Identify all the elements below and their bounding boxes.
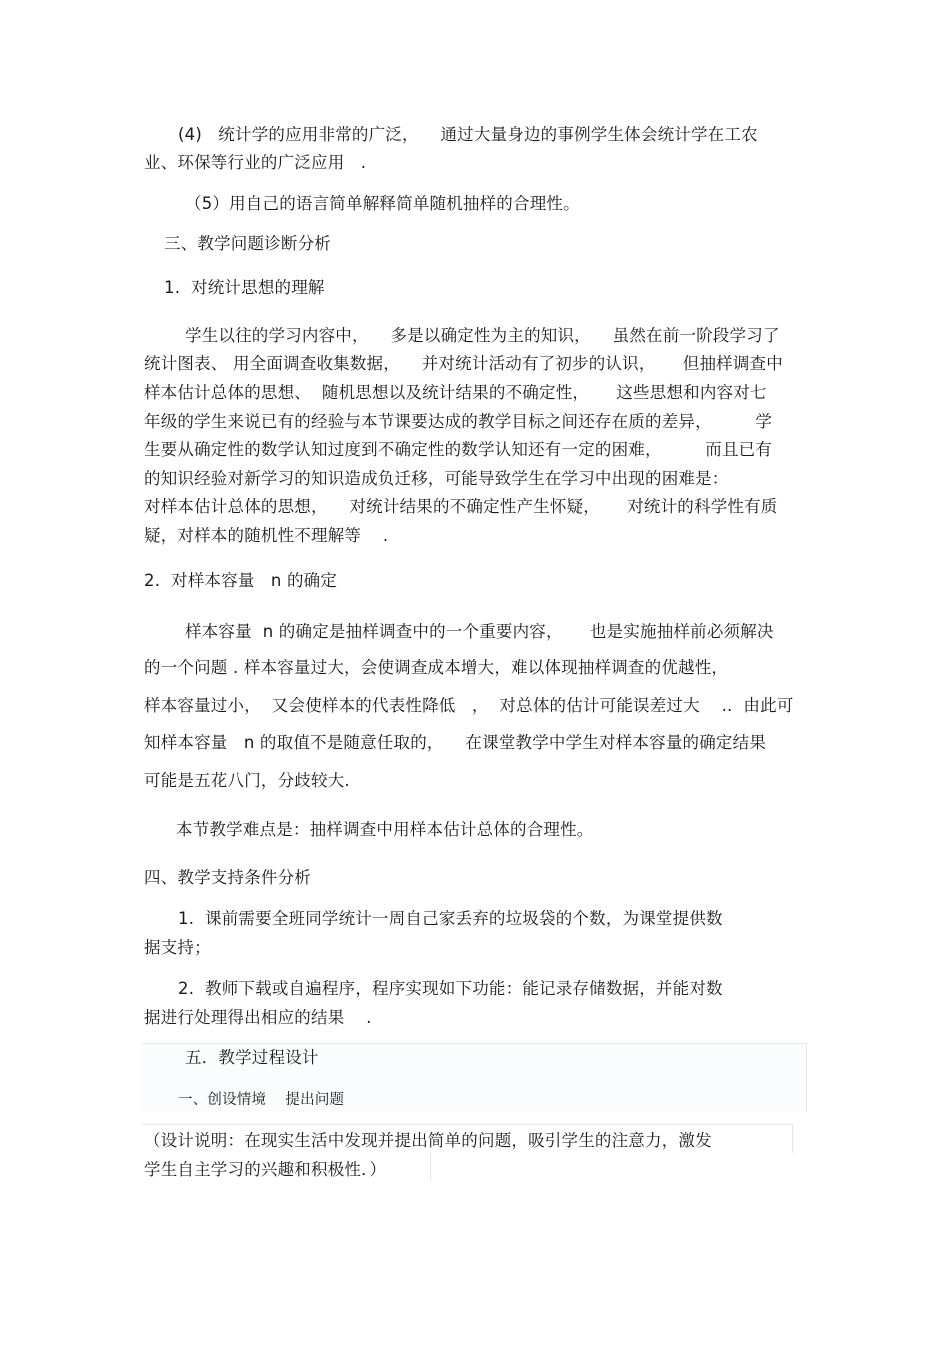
teaching-difficulty: 本节教学难点是：抽样调查中用样本估计总体的合理性。 — [176, 820, 594, 839]
section-3-heading: 三、教学问题诊断分析 — [164, 234, 331, 253]
support-1-line-1: 1. 课前需要全班同学统计一周自己家丢弃的垃圾袋的个数，为课堂提供数 — [178, 909, 723, 928]
section-4-heading: 四、教学支持条件分析 — [144, 868, 311, 887]
objective-5: （5）用自己的语言简单解释简单随机抽样的合理性。 — [185, 194, 580, 213]
paragraph-1-line-4: 年级的学生来说已有的经验与本节课要达成的教学目标之间还存在质的差异， 学 — [144, 412, 773, 431]
paragraph-2-line-5: 可能是五花八门，分歧较大. — [144, 771, 350, 790]
support-2-line-2: 据进行处理得出相应的结果 . — [144, 1008, 372, 1027]
step-1-heading: 一、创设情境 提出问题 — [178, 1092, 345, 1108]
paragraph-1-line-2: 统计图表、 用全面调查收集数据， 并对统计活动有了初步的认识， 但抽样调查中 — [144, 354, 783, 373]
paragraph-2-line-3: 样本容量过小， 又会使样本的代表性降低 ， 对总体的估计可能误差过大 .. 由此可 — [144, 696, 794, 715]
paragraph-2-line-4: 知样本容量 n 的取值不是随意任取的， 在课堂教学中学生对样本容量的确定结果 — [144, 733, 767, 752]
paragraph-1-line-6: 的知识经验对新学习的知识造成负迁移，可能导致学生在学习中出现的困难是： — [144, 469, 729, 488]
objective-4-line-1: (4) 统计学的应用非常的广泛， 通过大量身边的事例学生体会统计学在工农 — [178, 125, 758, 144]
section-5-heading: 五．教学过程设计 — [185, 1048, 319, 1067]
paragraph-2-line-1: 样本容量 n 的确定是抽样调查中的一个重要内容， 也是实施抽样前必须解决 — [185, 622, 774, 641]
design-note-box-edge — [430, 1152, 431, 1180]
paragraph-1-line-8: 疑，对样本的随机性不理解等 . — [144, 526, 389, 545]
paragraph-1-line-5: 生要从确定性的数学认知过度到不确定性的数学认知还有一定的困难， 而且已有 — [144, 440, 773, 459]
paragraph-1-line-3: 样本估计总体的思想、 随机思想以及统计结果的不确定性， 这些思想和内容对七 — [144, 383, 767, 402]
support-2-line-1: 2. 教师下载或自遍程序，程序实现如下功能：能记录存储数据，并能对数 — [178, 979, 723, 998]
objective-4-line-2: 业、环保等行业的广泛应用 . — [144, 153, 367, 172]
paragraph-2-line-2: 的一个问题 . 样本容量过大，会使调查成本增大，难以体现抽样调查的优越性， — [144, 658, 729, 677]
design-note-line-2: 学生自主学习的兴趣和积极性．） — [144, 1160, 387, 1179]
paragraph-1-line-1: 学生以往的学习内容中， 多是以确定性为主的知识， 虽然在前一阶段学习了 — [185, 326, 780, 345]
subsection-2-heading: 2. 对样本容量 n 的确定 — [144, 571, 338, 590]
support-1-line-2: 据支持； — [144, 938, 211, 957]
paragraph-1-line-7: 对样本估计总体的思想， 对统计结果的不确定性产生怀疑， 对统计的科学性有质 — [144, 497, 778, 516]
design-note-line-1: （设计说明：在现实生活中发现并提出简单的问题，吸引学生的注意力，激发 — [144, 1131, 712, 1150]
subsection-1-heading: 1. 对统计思想的理解 — [164, 278, 325, 297]
